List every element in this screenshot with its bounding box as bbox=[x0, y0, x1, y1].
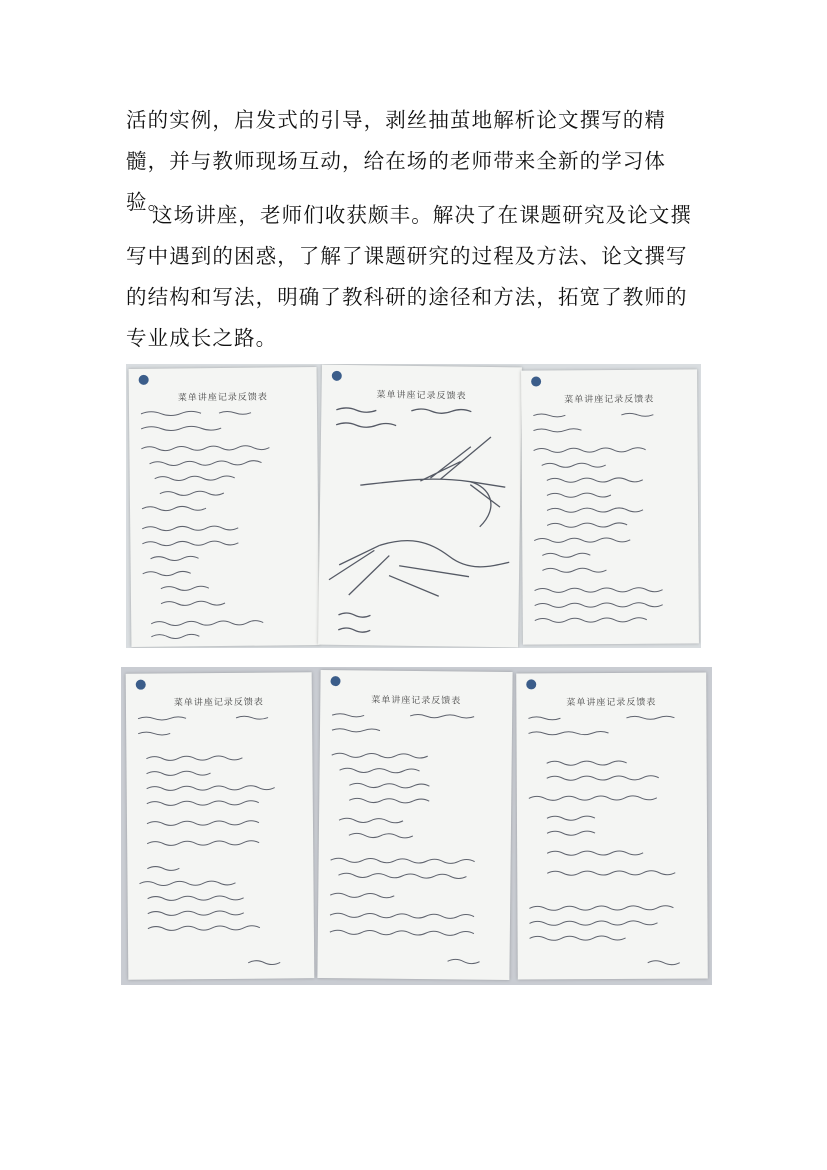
feedback-sheet bbox=[516, 673, 708, 980]
handwriting-notes bbox=[317, 670, 512, 980]
feedback-sheet bbox=[129, 367, 320, 647]
paragraph-2: 这场讲座，老师们收获颇丰。解决了在课题研究及论文撰写中遇到的困惑，了解了课题研究的过程及方法、论文撰写的结构和写法，明确了教科研的途径和方法，拓宽了教师的专业成长之路。 bbox=[126, 203, 692, 350]
feedback-sheet bbox=[126, 672, 315, 980]
feedback-sheets-photo-1 bbox=[126, 364, 701, 648]
handwriting-notes bbox=[521, 369, 699, 644]
sheet-title: 菜单讲座记录反馈表 bbox=[371, 695, 462, 707]
feedback-sheet bbox=[521, 369, 699, 644]
sheet-title: 菜单讲座记录反馈表 bbox=[173, 697, 264, 709]
feedback-sheet bbox=[318, 365, 522, 648]
sheet-title: 菜单讲座记录反馈表 bbox=[564, 394, 655, 406]
paragraph-1: 活的实例，启发式的引导，剥丝抽茧地解析论文撰写的精髓，并与教师现场互动，给在场的老师带来全新的学习体验。 bbox=[126, 108, 666, 214]
feedback-sheet bbox=[317, 670, 512, 980]
handwriting-notes bbox=[516, 673, 708, 980]
handwriting-notes bbox=[129, 367, 320, 647]
handwriting-notes bbox=[126, 672, 315, 980]
feedback-sheets-photo-2 bbox=[121, 667, 712, 985]
sheet-title: 菜单讲座记录反馈表 bbox=[566, 697, 657, 709]
mind-map-drawing bbox=[318, 365, 522, 648]
sheet-title: 菜单讲座记录反馈表 bbox=[177, 392, 268, 404]
sheet-title: 菜单讲座记录反馈表 bbox=[376, 390, 467, 402]
